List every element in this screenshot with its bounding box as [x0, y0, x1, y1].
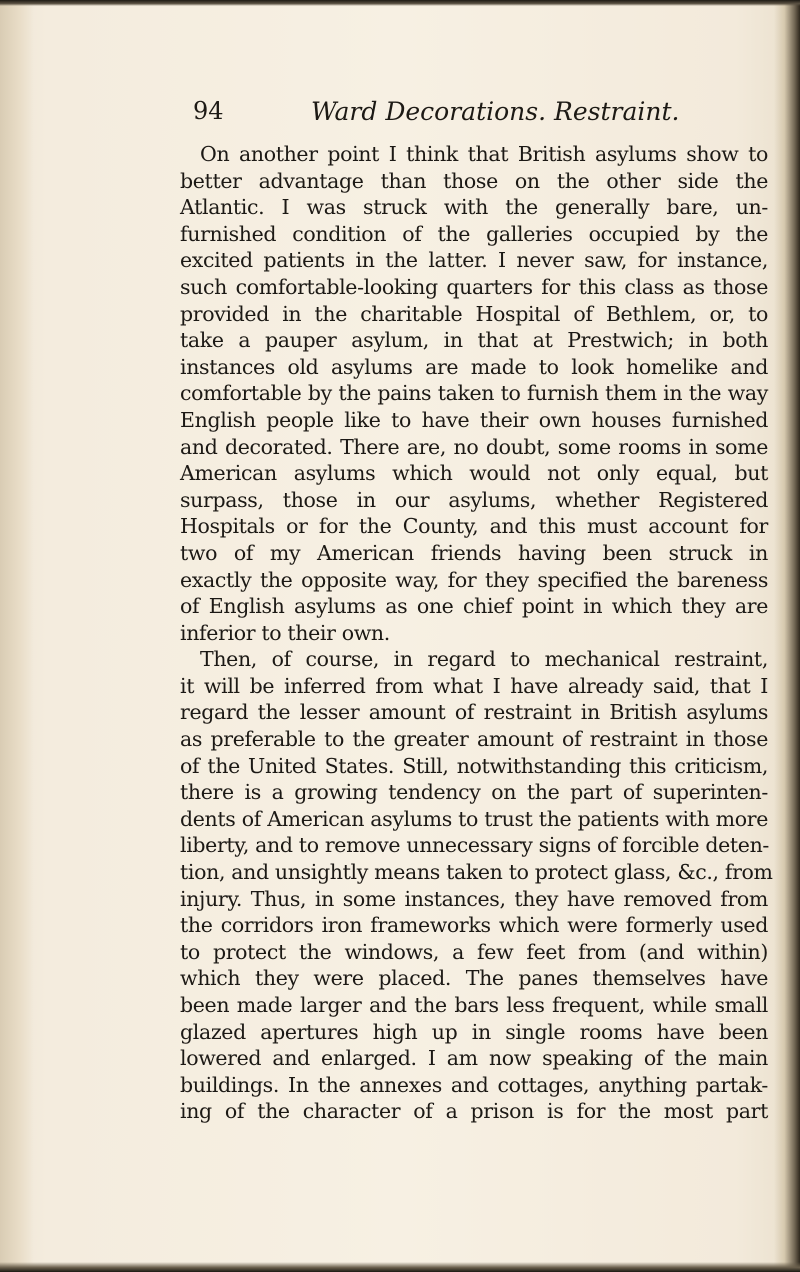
running-head: Ward Decorations. Restraint. — [311, 97, 680, 126]
text-line: glazed apertures high up in single rooms have been — [180, 1019, 768, 1044]
text-line: dents of American asylums to trust the patients with more — [180, 806, 768, 831]
text-line: and decorated. There are, no doubt, some rooms in some — [180, 434, 768, 459]
page-edge-right — [774, 0, 800, 1272]
text-line: Atlantic. I was struck with the generally bare, un- — [180, 195, 768, 220]
page-header — [193, 97, 753, 131]
text-line: better advantage than those on the other side the — [180, 168, 768, 193]
text-line: buildings. In the annexes and cottages, anything partak- — [180, 1072, 768, 1097]
text-line: ing of the character of a prison is for the most part — [180, 1099, 768, 1124]
text-line: On another point I think that British asylums show to — [200, 142, 768, 166]
text-line: excited patients in the latter. I never saw, for instance, — [180, 248, 768, 273]
text-line: injury. Thus, in some instances, they have removed from — [180, 886, 768, 911]
text-line: tion, and unsightly means taken to protect glass, &c., from — [180, 860, 773, 885]
text-line: instances old asylums are made to look homelike and — [180, 354, 768, 379]
text-line: American asylums which would not only equal, but — [180, 461, 768, 486]
text-line: provided in the charitable Hospital of Bethlem, or, to — [180, 301, 768, 326]
text-line: such comfortable-looking quarters for this class as those — [180, 274, 768, 299]
text-line: English people like to have their own houses furnished — [180, 407, 768, 432]
text-line: lowered and enlarged. I am now speaking of the main — [180, 1046, 768, 1071]
text-line: to protect the windows, a few feet from (and within) — [180, 939, 768, 964]
text-line: liberty, and to remove unnecessary signs of forcible deten- — [180, 833, 769, 858]
text-line: inferior to their own. — [180, 620, 390, 645]
text-line: Then, of course, in regard to mechanical restraint, — [200, 647, 768, 672]
page-edge-top — [0, 0, 800, 6]
text-line: furnished condition of the galleries occupied by the — [180, 221, 768, 246]
text-line: surpass, those in our asylums, whether Registered — [180, 487, 768, 512]
text-line: of the United States. Still, notwithstanding this criticism, — [180, 753, 768, 778]
text-line: been made larger and the bars less frequent, while small — [180, 993, 768, 1017]
text-line: it will be inferred from what I have already said, that I — [180, 673, 768, 698]
text-line: there is a growing tendency on the part of superinten- — [180, 780, 768, 805]
body-text — [180, 141, 773, 1125]
page-edge-bottom — [0, 1262, 800, 1272]
text-line: exactly the opposite way, for they specified the bareness — [180, 567, 768, 592]
text-line: two of my American friends having been struck in — [180, 540, 768, 565]
text-line: comfortable by the pains taken to furnish them in the way — [180, 381, 768, 406]
text-line: take a pauper asylum, in that at Prestwich; in both — [180, 328, 768, 353]
text-line: Hospitals or for the County, and this must account for — [180, 514, 768, 539]
page-number: 94 — [193, 97, 224, 125]
text-line: the corridors iron frameworks which were formerly used — [180, 913, 768, 938]
binding-shadow — [0, 0, 34, 1272]
text-line: of English asylums as one chief point in which they are — [180, 594, 768, 619]
text-line: as preferable to the greater amount of restraint in those — [180, 727, 768, 752]
text-line: regard the lesser amount of restraint in British asylums — [180, 700, 768, 725]
text-line: which they were placed. The panes themselves have — [180, 966, 768, 991]
